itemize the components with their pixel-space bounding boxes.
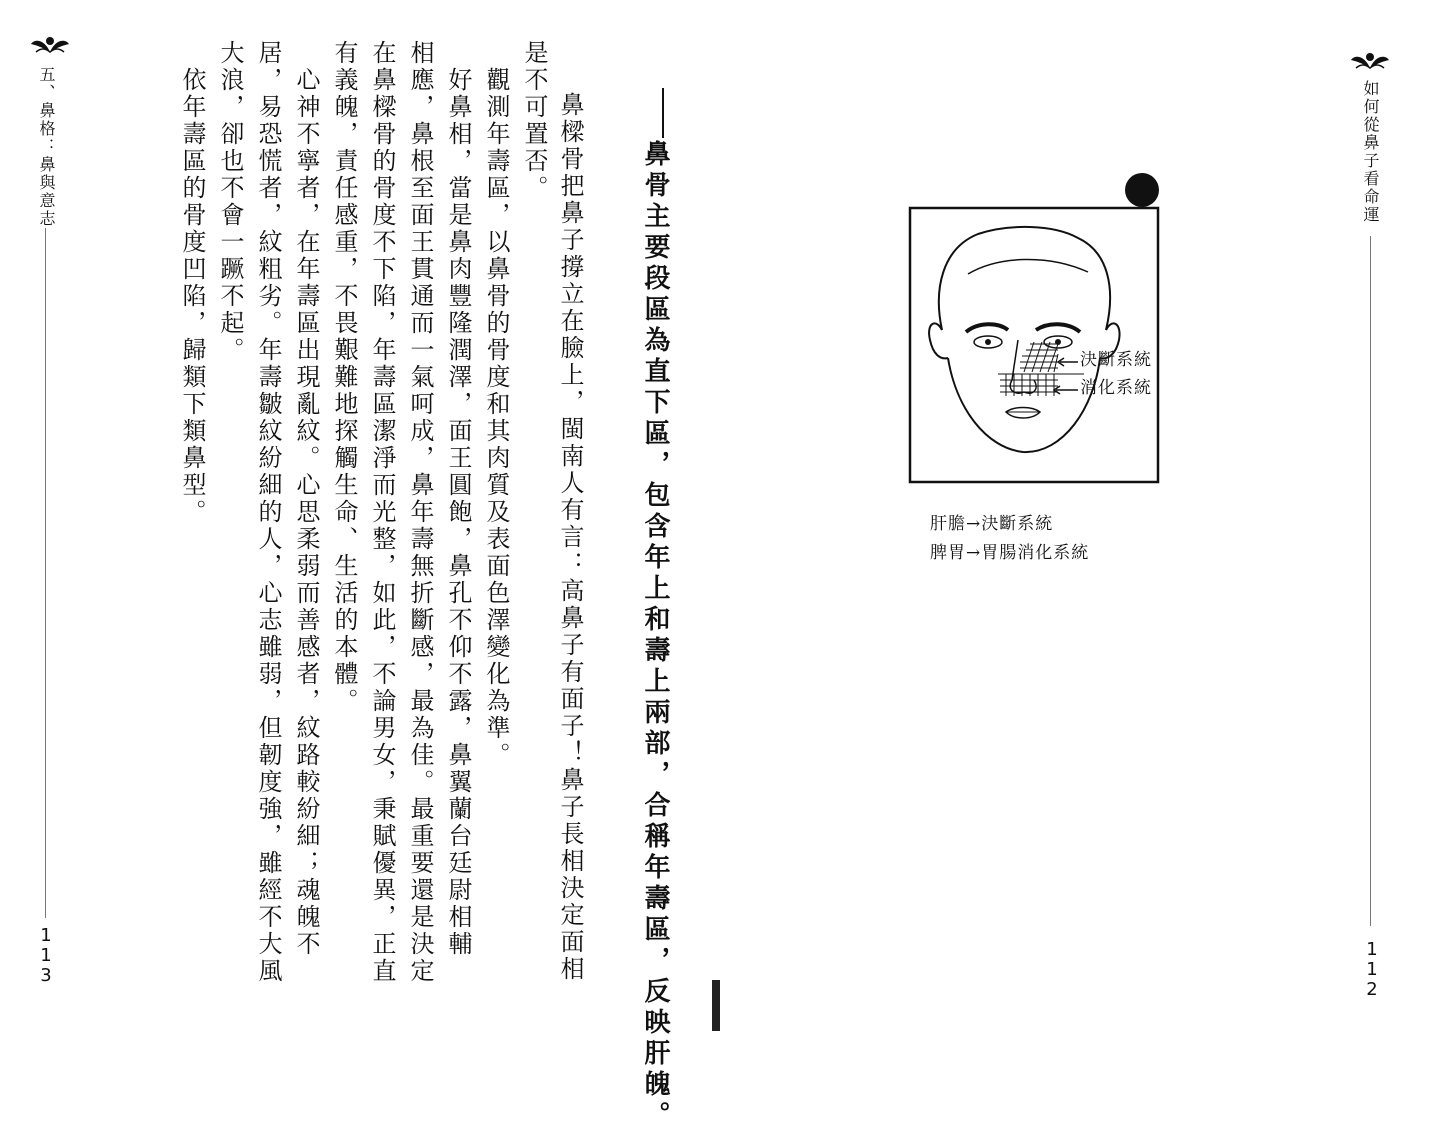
page-ornament-icon bbox=[1348, 48, 1392, 72]
body-line: 在鼻樑骨的骨度不下陷，年壽區潔淨而光整，如此，不論男女，秉賦優異，正直 bbox=[368, 40, 396, 985]
figure-label-digestion: 消化系統 bbox=[1080, 378, 1152, 398]
figure-label-decision: 決斷系統 bbox=[1080, 350, 1152, 370]
body-line: 是不可置否。 bbox=[520, 40, 548, 202]
figure-caption-line: 肝膽→決斷系統 bbox=[930, 514, 1054, 534]
running-head: 如何從鼻子看命運 bbox=[1361, 80, 1380, 224]
page-number: 1 1 2 bbox=[1366, 939, 1378, 1000]
right-page bbox=[640, 0, 1440, 1132]
running-head-rule bbox=[45, 228, 46, 918]
left-page bbox=[0, 0, 720, 1031]
running-head-rule bbox=[1370, 236, 1371, 926]
gutter-shadow bbox=[712, 980, 720, 1031]
face-diagram bbox=[908, 168, 1168, 488]
section-bullet-icon bbox=[1125, 173, 1159, 207]
body-line: 好鼻相，當是鼻肉豐隆潤澤，面王圓飽，鼻孔不仰不露，鼻翼蘭台廷尉相輔 bbox=[444, 40, 472, 958]
page-number: 1 1 3 bbox=[40, 925, 52, 986]
body-line: 依年壽區的骨度凹陷，歸類下類鼻型。 bbox=[178, 40, 206, 526]
body-line: 大浪，卻也不會一蹶不起。 bbox=[216, 40, 244, 364]
body-line: 相應，鼻根至面王貫通而一氣呵成，鼻年壽無折斷感，最為佳。最重要還是決定 bbox=[406, 40, 434, 985]
body-line: 居，易恐慌者，紋粗劣。年壽皺紋紛細的人，心志雖弱，但韌度強，雖經不大風 bbox=[254, 40, 282, 985]
running-head: 五、鼻格：鼻與意志 bbox=[37, 66, 56, 228]
body-line: 有義魄，責任感重，不畏艱難地探觸生命、生活的本體。 bbox=[330, 40, 358, 715]
page-ornament-icon bbox=[28, 32, 72, 56]
headline: 鼻骨主要段區為直下區，包含年上和壽上兩部，合稱年壽區，反映肝魄。 bbox=[640, 140, 670, 1132]
figure-caption-line: 脾胃→胃腸消化系統 bbox=[930, 543, 1090, 563]
lead-line: 鼻樑骨把鼻子撐立在臉上，閩南人有言：高鼻子有面子！鼻子長相決定面相 bbox=[556, 92, 584, 983]
body-line: 心神不寧者，在年壽區出現亂紋。心思柔弱而善感者，紋路較紛細；魂魄不 bbox=[292, 40, 320, 958]
headline-dash bbox=[662, 88, 664, 138]
body-line: 觀測年壽區，以鼻骨的骨度和其肉質及表面色澤變化為準。 bbox=[482, 40, 510, 769]
